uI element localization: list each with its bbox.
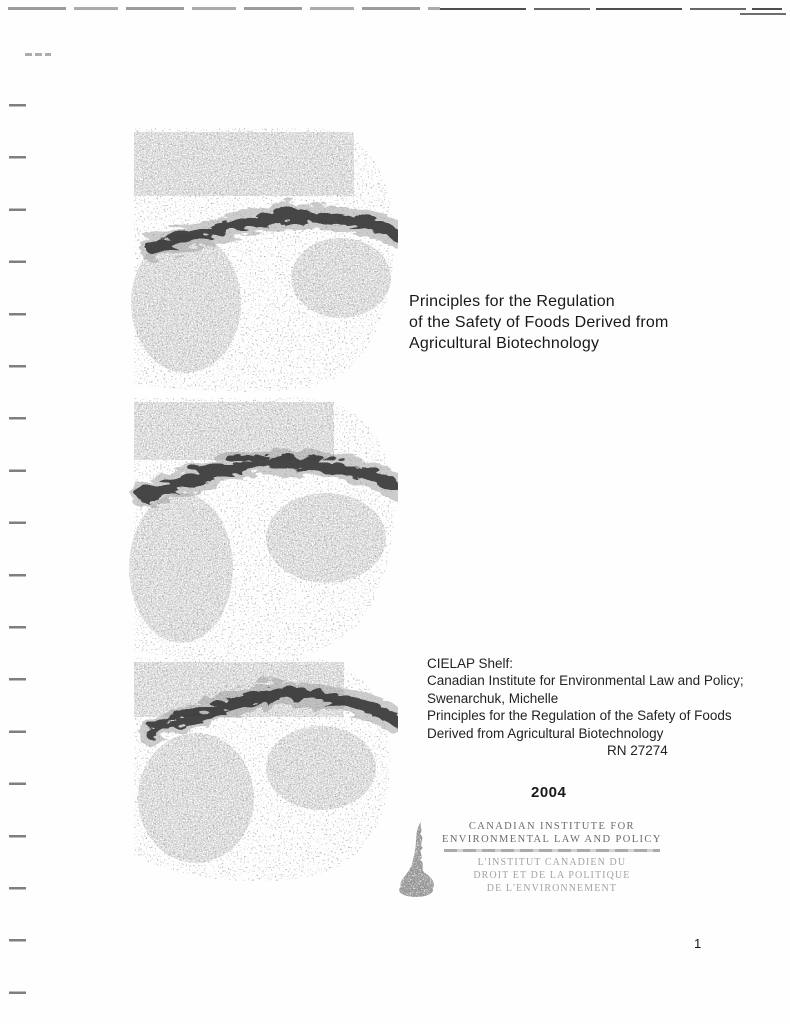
catalog-line-title-2: Derived from Agricultural Biotechnology bbox=[427, 725, 664, 741]
cielap-logo bbox=[396, 818, 662, 898]
logo-french-line-2: DROIT ET DE LA POLITIQUE bbox=[473, 870, 631, 881]
halftone-photo-svg bbox=[126, 118, 398, 908]
logo-divider-rule bbox=[444, 849, 660, 852]
catalog-line-institute: Canadian Institute for Environmental Law and Policy; bbox=[427, 673, 744, 689]
logo-english-name bbox=[442, 820, 662, 846]
document-title bbox=[409, 291, 669, 354]
cielap-tree-logo-icon bbox=[396, 818, 442, 898]
title-line-1: Principles for the Regulation bbox=[409, 293, 615, 310]
catalog-record bbox=[427, 655, 744, 759]
publication-year: 2004 bbox=[531, 784, 567, 801]
scan-artifact-top-line-left bbox=[8, 7, 440, 10]
scan-artifact-top-line-right bbox=[440, 8, 782, 10]
scan-artifact-top-line-end bbox=[740, 13, 786, 15]
cielap-logo-text bbox=[442, 818, 662, 898]
logo-english-line-1: CANADIAN INSTITUTE FOR bbox=[468, 821, 635, 832]
logo-french-line-3: DE L'ENVIRONNEMENT bbox=[486, 883, 617, 894]
logo-english-line-2: ENVIRONMENTAL LAW AND POLICY bbox=[442, 834, 662, 845]
logo-french-line-1: L'INSTITUT CANADIEN DU bbox=[477, 857, 627, 868]
scan-artifact-stray-dash bbox=[25, 53, 51, 56]
title-line-2: of the Safety of Foods Derived from bbox=[409, 314, 669, 331]
page-number: 1 bbox=[694, 936, 702, 951]
catalog-line-title-1: Principles for the Regulation of the Safety of Foods bbox=[427, 708, 732, 724]
catalog-line-author: Swenarchuk, Michelle bbox=[427, 690, 559, 706]
catalog-line-shelf: CIELAP Shelf: bbox=[427, 656, 514, 671]
logo-french-name bbox=[442, 856, 662, 895]
reference-number: RN 27274 bbox=[607, 743, 668, 759]
title-line-3: Agricultural Biotechnology bbox=[409, 335, 600, 352]
halftone-photo-collage bbox=[126, 118, 398, 908]
scan-artifact-left-tick-marks bbox=[9, 104, 26, 996]
